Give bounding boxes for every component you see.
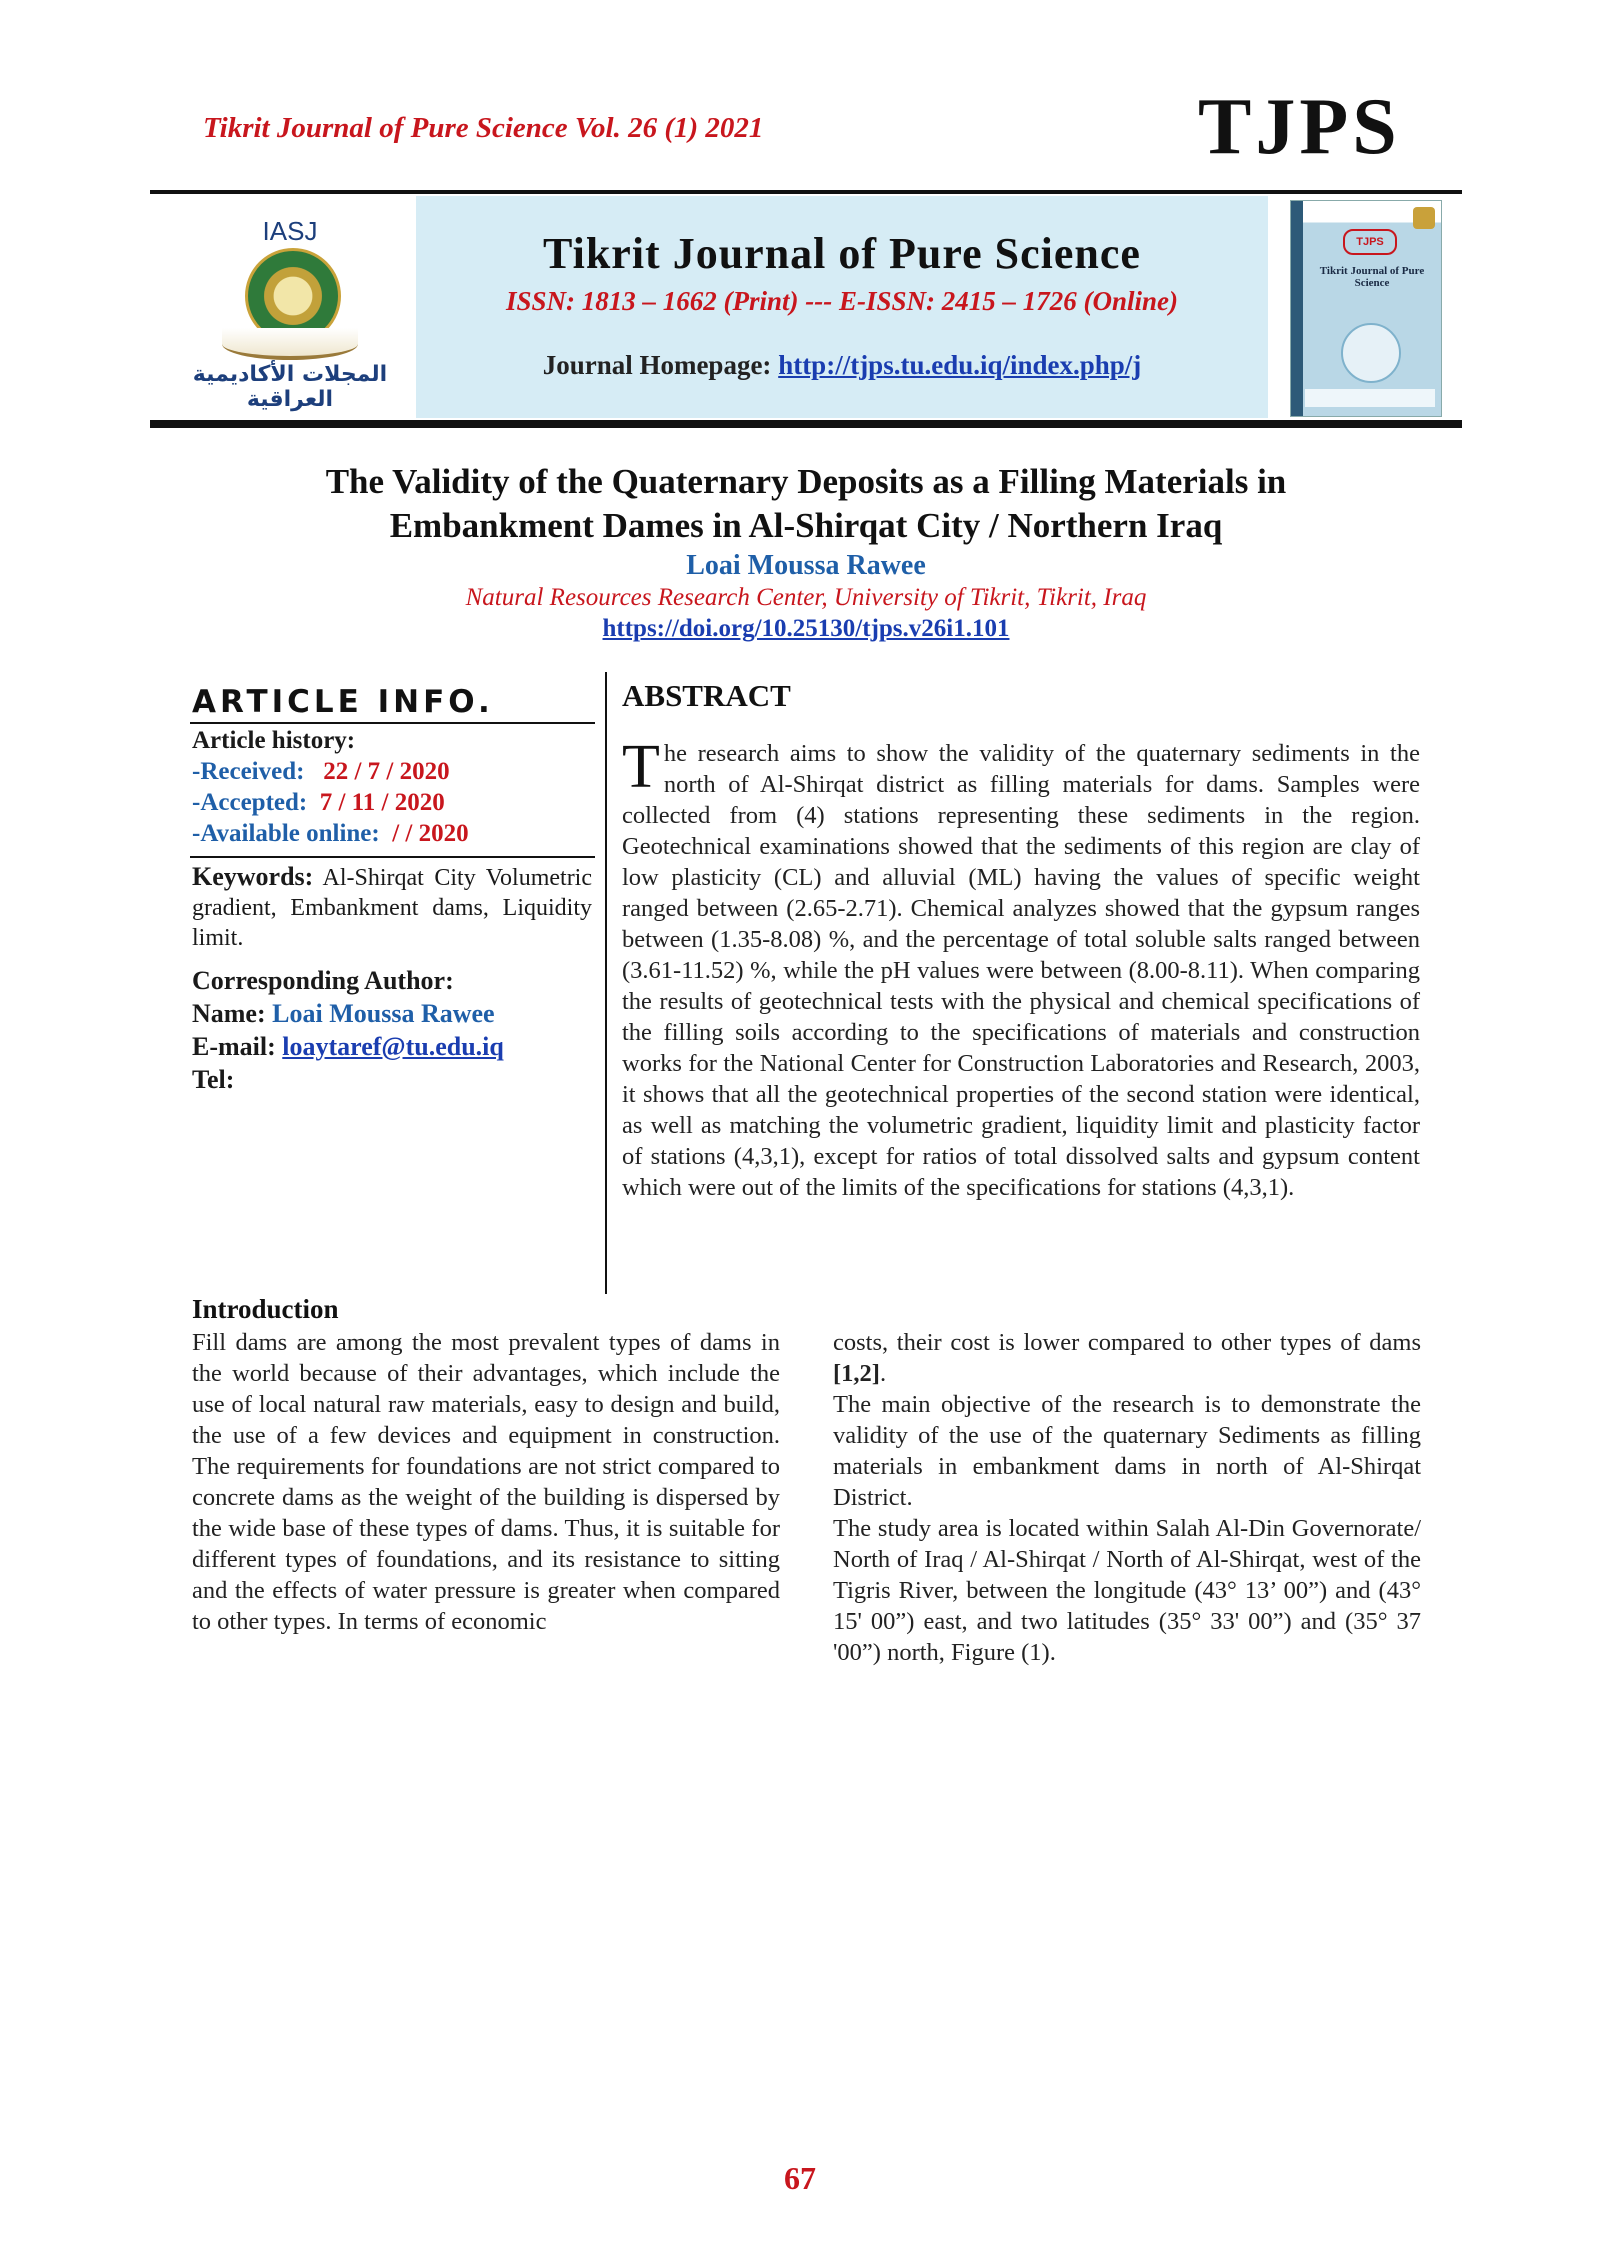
corr-email-row xyxy=(192,1030,592,1063)
name-label: Name: xyxy=(192,999,266,1028)
received-row xyxy=(192,756,469,787)
accepted-date: 7 / 11 / 2020 xyxy=(319,789,445,816)
corresponding-author xyxy=(192,964,592,1096)
abstract-heading: ABSTRACT xyxy=(622,678,791,713)
intro-p2-text: costs, their cost is lower compared to other types of dams xyxy=(833,1329,1421,1356)
keywords-label: Keywords: xyxy=(192,862,314,891)
issn-line: ISSN: 1813 – 1662 (Print) --- E-ISSN: 2415 – 1726 (Online) xyxy=(505,286,1179,316)
page-number: 67 xyxy=(784,2160,816,2196)
citation-ref: [1,2] xyxy=(833,1360,880,1387)
column-divider xyxy=(605,672,607,1294)
cover-tag: TJPS xyxy=(1343,229,1397,255)
author-name: Loai Moussa Rawee xyxy=(686,550,926,581)
received-date: 22 / 7 / 2020 xyxy=(323,758,450,785)
received-label: -Received: xyxy=(192,758,305,785)
intro-paragraph-2 xyxy=(833,1327,1421,1389)
journal-cover-thumbnail xyxy=(1290,200,1442,417)
introduction-heading: Introduction xyxy=(192,1294,339,1324)
article-info-heading: ARTICLE INFO. xyxy=(192,684,494,720)
iasj-logo xyxy=(160,210,420,412)
keywords-text: Al-Shirqat City Volumetric gradient, Embankment dams, Liquidity limit. xyxy=(192,865,592,951)
header-rule-top xyxy=(150,190,1462,194)
article-history xyxy=(192,725,469,849)
author-affiliation: Natural Resources Research Center, University of Tikrit, Tikrit, Iraq xyxy=(465,584,1147,611)
paper-title-line1: The Validity of the Quaternary Deposits as a Filling Materials in xyxy=(325,462,1287,501)
article-info-rule xyxy=(190,722,595,724)
cover-crest-icon xyxy=(1413,207,1435,229)
header-rule-bottom xyxy=(150,420,1462,428)
doi-link[interactable]: https://doi.org/10.25130/tjps.v26i1.101 xyxy=(602,615,1010,642)
running-title: Tikrit Journal of Pure Science Vol. 26 (1) 2021 xyxy=(203,112,764,144)
paper-title-line2: Embankment Dames in Al-Shirqat City / Northern Iraq xyxy=(389,506,1223,545)
article-info-rule-2 xyxy=(190,856,595,858)
accepted-label: -Accepted: xyxy=(192,789,308,816)
online-label: -Available online: xyxy=(192,820,380,847)
corr-label: Corresponding Author: xyxy=(192,966,454,995)
corr-name-row xyxy=(192,997,592,1030)
abstract-dropcap: T xyxy=(622,733,660,801)
online-row xyxy=(192,818,469,849)
intro-p2-end: . xyxy=(879,1360,887,1387)
iasj-arabic-label: المجلات الأكاديمية العراقية xyxy=(192,362,388,412)
introduction-left-column xyxy=(192,1327,780,1637)
homepage-link[interactable]: http://tjps.tu.edu.iq/index.php/j xyxy=(778,350,1142,380)
email-label: E-mail: xyxy=(192,1032,276,1061)
abstract-text: he research aims to show the validity of the quaternary sediments in the north of Al-Shirqat district as filling materials for dams. Samples were collected from (4) stations representing these sediments in the region. Geotechnical examinations showed that the sediments of this region are clay of low plasticity (CL) and alluvial (ML) having the values of specific weight ranged between (2.65-2.71). Chemical analyzes showed that the gypsum ranges between (1.35-8.08) %, and the percentage of total soluble salts ranged between (3.61-11.52) %, while the pH values were between (8.00-8.11). When comparing the results of geotechnical tests with the physical and chemical specifications of the filling soils according to the specifications of materials and construction works for the National Center for Construction Laboratories and Research, 2003, it shows that all the geotechnical properties of the second station were identical, as well as matching the volumetric gradient, liquidity limit and plasticity factor of stations (4,3,1), except for ratios of total dissolved salts and gypsum content which were out of the limits of the specifications for stations (4,3,1). xyxy=(622,740,1420,1201)
homepage-label: Journal Homepage: xyxy=(542,350,772,380)
intro-paragraph-1: Fill dams are among the most prevalent types of dams in the world because of their advantages, which include the use of local natural raw materials, easy to design and build, the use of a few devices and equipment in construction. The requirements for foundations are not strict compared to concrete dams as the weight of the building is dispersed by the wide base of these types of dams. Thus, it is suitable for different types of foundations, and its resistance to sitting and the effects of water pressure is greater when compared to other types. In terms of economic xyxy=(192,1329,780,1635)
journal-brand: TJPS xyxy=(1198,83,1401,171)
cover-title: Tikrit Journal of Pure Science xyxy=(1319,265,1425,289)
intro-paragraph-4: The study area is located within Salah Al-Din Governorate/ North of Iraq / Al-Shirqat / North of Al-Shirqat, west of the Tigris River, between the longitude (43° 13’ 00”) and (43° 15' 00”) east, and two latitudes (35° 33' 00”) and (35° 37 '00”) north, Figure (1). xyxy=(833,1515,1421,1666)
online-date: / / 2020 xyxy=(392,820,469,847)
intro-paragraph-3: The main objective of the research is to demonstrate the validity of the use of the quaternary Sediments as filling materials in embankment dams in north of Al-Shirqat District. xyxy=(833,1391,1421,1511)
open-book-icon xyxy=(222,328,358,360)
tel-label: Tel: xyxy=(192,1065,235,1094)
cover-footer xyxy=(1305,389,1435,407)
paper-title xyxy=(200,460,1412,548)
journal-homepage xyxy=(416,350,1268,381)
cover-emblem-icon xyxy=(1341,323,1401,383)
abstract-body xyxy=(622,733,1420,1203)
journal-title: Tikrit Journal of Pure Science xyxy=(543,229,1141,278)
accepted-row xyxy=(192,787,469,818)
introduction-right-column xyxy=(833,1327,1421,1668)
iasj-label: IASJ xyxy=(262,216,318,246)
doi-link-line xyxy=(200,615,1412,643)
history-label: Article history: xyxy=(192,727,356,754)
email-link[interactable]: loaytaref@tu.edu.iq xyxy=(282,1032,504,1061)
keywords xyxy=(192,862,592,953)
cover-spine xyxy=(1291,201,1303,416)
corr-name: Loai Moussa Rawee xyxy=(272,999,495,1028)
